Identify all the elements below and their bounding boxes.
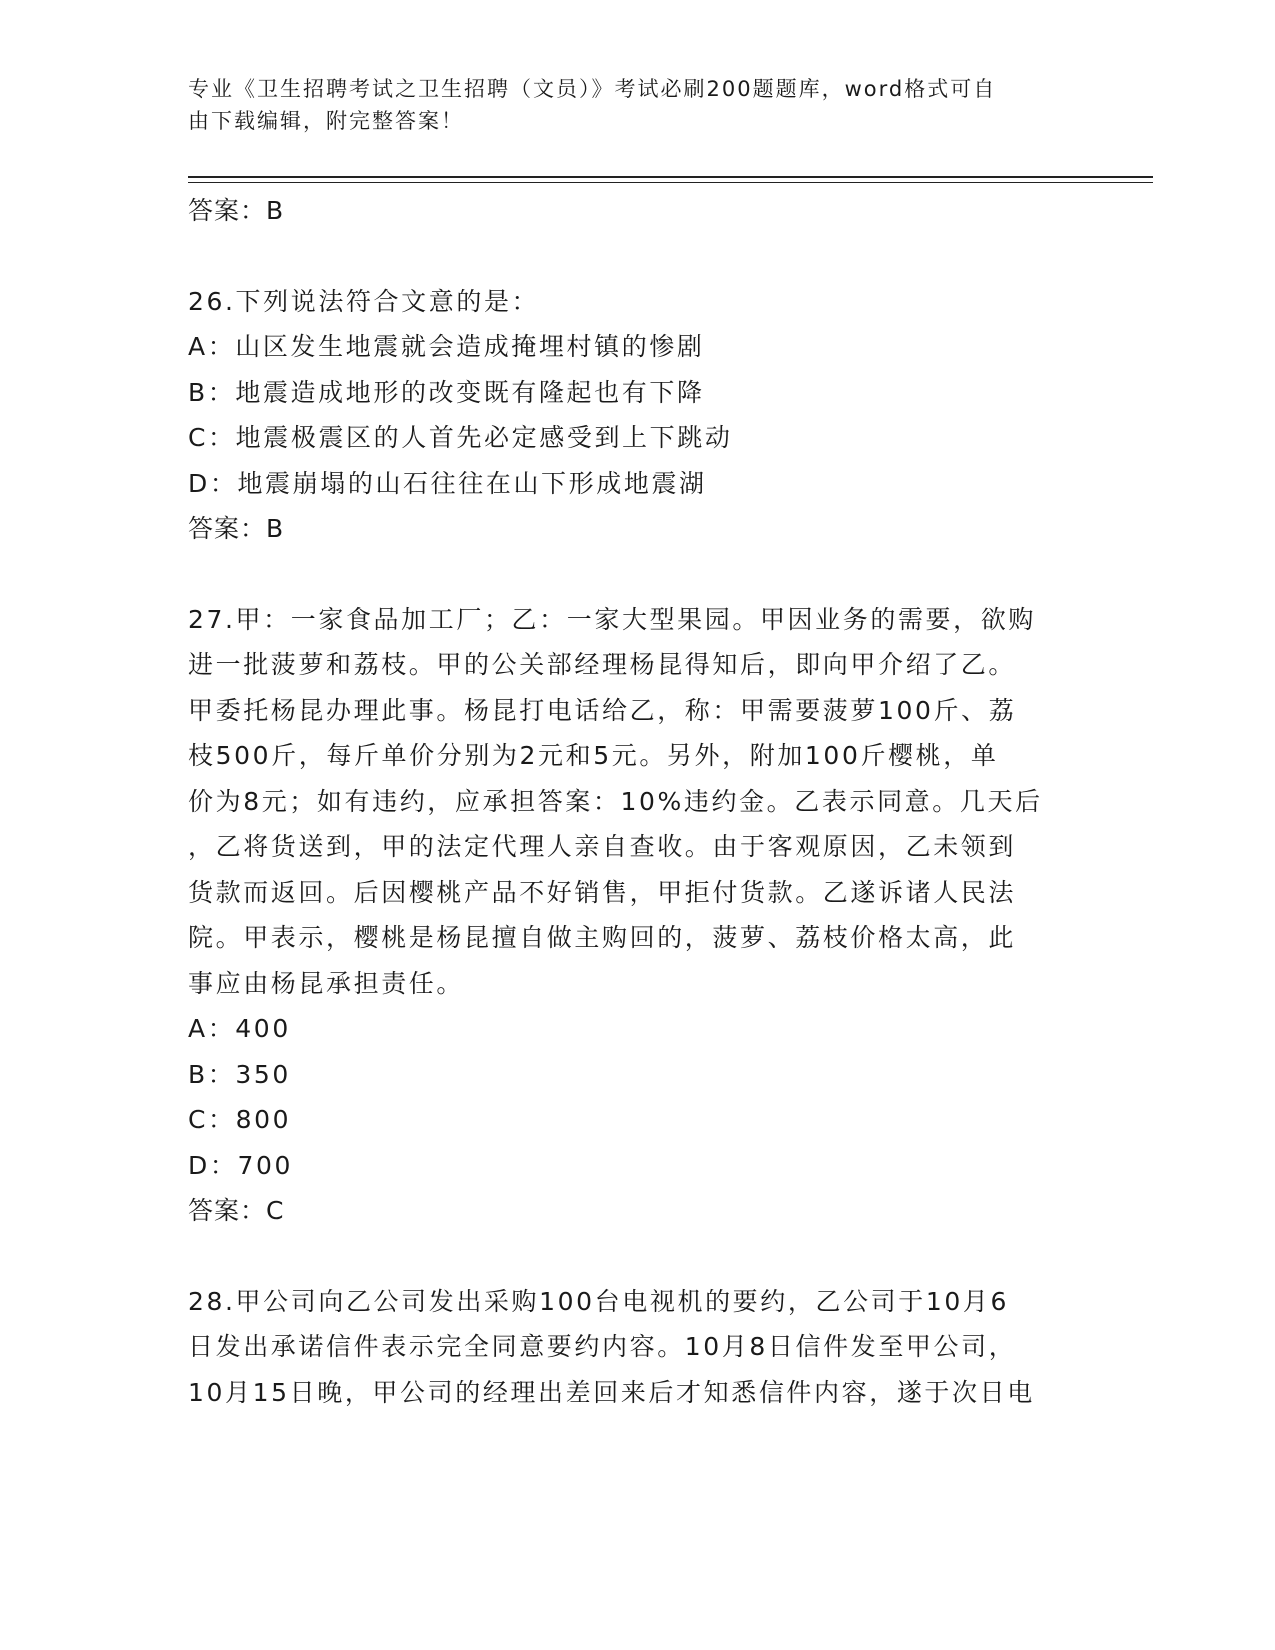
option-a: A：山区发生地震就会造成掩埋村镇的惨剧 — [188, 332, 705, 361]
spacer — [188, 1234, 1108, 1279]
question-stem-line: 27.甲：一家食品加工厂；乙：一家大型果园。甲因业务的需要，欲购 — [188, 604, 1036, 634]
question-28 — [188, 1279, 1108, 1416]
previous-answer: 答案：B — [188, 196, 285, 225]
header-line-1: 专业《卫生招聘考试之卫生招聘（文员）》考试必刷200题题库，word格式可自 — [188, 77, 997, 101]
question-stem-line: 院。甲表示，樱桃是杨昆擅自做主购回的，菠萝、荔枝价格太高，此 — [188, 923, 1017, 952]
spacer — [188, 552, 1108, 597]
option-c: C：地震极震区的人首先必定感受到上下跳动 — [188, 423, 733, 452]
header-line-2: 由下载编辑，附完整答案！ — [188, 109, 464, 133]
page-header — [188, 73, 1068, 137]
question-stem: 26.下列说法符合文意的是： — [188, 286, 540, 316]
question-stem-line: 事应由杨昆承担责任。 — [188, 968, 465, 998]
option-b: B：地震造成地形的改变既有隆起也有下降 — [188, 377, 705, 407]
question-stem-line: 28.甲公司向乙公司发出采购100台电视机的要约，乙公司于10月6 — [188, 1286, 1009, 1316]
question-stem-line: 甲委托杨昆办理此事。杨昆打电话给乙，称：甲需要菠萝100斤、荔 — [188, 695, 1017, 725]
header-divider-thin — [188, 182, 1153, 183]
question-27 — [188, 597, 1108, 1234]
question-26 — [188, 279, 1108, 552]
option-c: C：800 — [188, 1105, 292, 1134]
option-b: B：350 — [188, 1059, 291, 1089]
question-stem-line: 进一批菠萝和荔枝。甲的公关部经理杨昆得知后，即向甲介绍了乙。 — [188, 650, 1017, 679]
question-stem-line: ，乙将货送到，甲的法定代理人亲自查收。由于客观原因，乙未领到 — [188, 832, 1017, 861]
question-stem-line: 枝500斤，每斤单价分别为2元和5元。另外，附加100斤樱桃，单 — [188, 741, 999, 770]
question-answer: 答案：B — [188, 514, 285, 543]
header-divider-thick — [188, 176, 1153, 178]
question-stem-line: 日发出承诺信件表示完全同意要约内容。10月8日信件发至甲公司， — [188, 1332, 1017, 1361]
question-stem-line: 货款而返回。后因樱桃产品不好销售，甲拒付货款。乙遂诉诸人民法 — [188, 877, 1017, 907]
spacer — [188, 234, 1108, 279]
question-content — [188, 188, 1108, 1415]
question-stem-line: 价为8元；如有违约，应承担答案：10%违约金。乙表示同意。几天后 — [188, 786, 1043, 816]
option-a: A：400 — [188, 1014, 291, 1043]
question-stem-line: 10月15日晚，甲公司的经理出差回来后才知悉信件内容，遂于次日电 — [188, 1377, 1035, 1407]
option-d: D：地震崩塌的山石往往在山下形成地震湖 — [188, 468, 707, 498]
question-answer: 答案：C — [188, 1196, 285, 1225]
option-d: D：700 — [188, 1150, 293, 1180]
